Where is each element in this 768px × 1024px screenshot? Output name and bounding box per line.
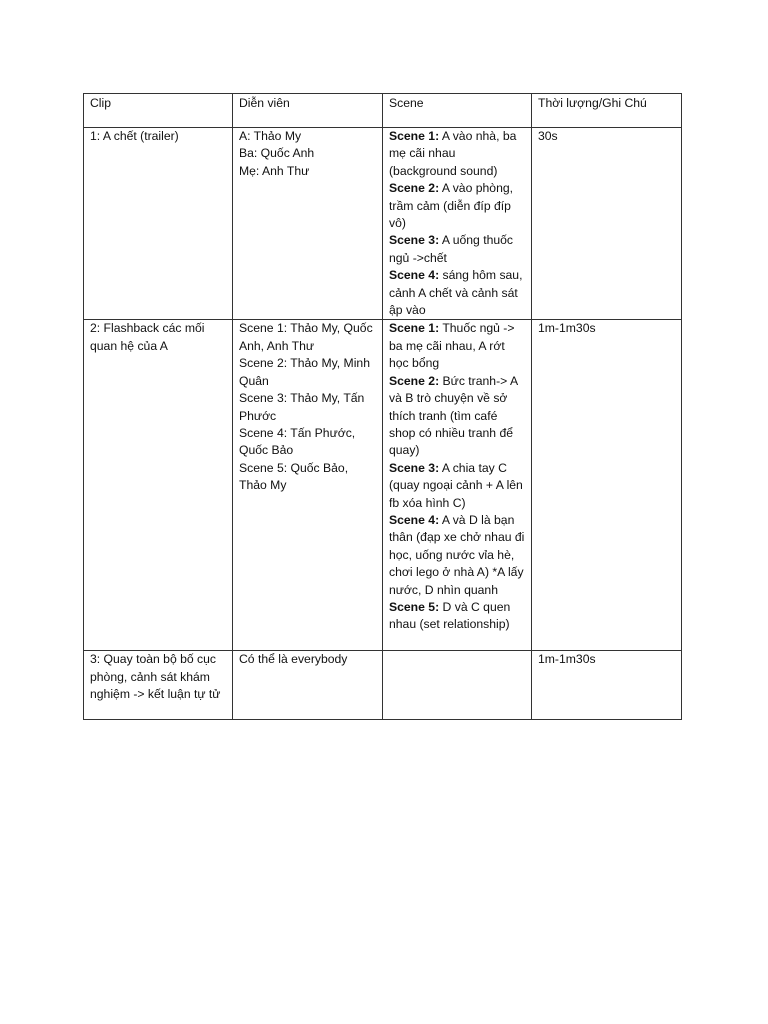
clip-cell: 1: A chết (trailer) (84, 128, 233, 320)
clip-cell: 2: Flashback các mối quan hệ của A (84, 320, 233, 651)
scene-cell (383, 128, 532, 320)
scene-entry (389, 232, 525, 267)
scene-label: Scene 3: (389, 460, 440, 475)
actor-line: Scene 3: Thảo My, Tấn Phước (239, 391, 365, 423)
header-actors: Diễn viên (233, 94, 383, 128)
scene-label: Scene 4: (389, 512, 440, 527)
scene-text: D và C quen nhau (set relationship) (389, 599, 511, 632)
scene-entry (389, 180, 525, 232)
scene-text: Bức tranh-> A và B trò chuyện về sở thích tranh (tìm café shop có nhiều tranh để quay) (389, 373, 518, 458)
clip-cell: 3: Quay toàn bộ bố cục phòng, cảnh sát khám nghiệm -> kết luận tự tử (84, 651, 233, 720)
scene-text: A vào nhà, ba mẹ cãi nhau (background sound) (389, 129, 517, 178)
scene-label: Scene 4: (389, 268, 440, 283)
table-row (84, 128, 682, 320)
scene-text: Thuốc ngủ -> ba mẹ cãi nhau, A rớt học bổng (389, 321, 515, 371)
header-scene: Scene (383, 94, 532, 128)
scene-label: Scene 5: (389, 599, 440, 614)
scene-text: A và D là bạn thân (đạp xe chở nhau đi học, uống nước vỉa hè, chơi lego ở nhà A) *A lấy nước, D nhìn quanh (389, 512, 525, 597)
actor-line: Scene 5: Quốc Bảo, Thảo My (239, 460, 349, 493)
table-row (84, 651, 682, 720)
actor-line: Scene 1: Thảo My, Quốc Anh, Anh Thư (239, 321, 373, 353)
duration-cell: 1m-1m30s (532, 320, 682, 651)
actor-line: Scene 4: Tấn Phước, Quốc Bảo (239, 425, 356, 458)
schedule-table (83, 93, 682, 720)
scene-label: Scene 1: (389, 129, 440, 143)
scene-entry (389, 128, 525, 180)
scene-text: A uống thuốc ngủ ->chết (389, 233, 514, 265)
duration-cell: 1m-1m30s (532, 651, 682, 720)
table-row (84, 320, 682, 651)
actor-line: Mẹ: Anh Thư (239, 163, 310, 178)
header-duration: Thời lượng/Ghi Chú (532, 94, 682, 128)
scene-entry (389, 267, 525, 319)
scene-entry (389, 599, 525, 634)
scene-entry (389, 512, 525, 599)
actors-cell (233, 651, 383, 720)
scene-text: A chia tay C (quay ngoại cảnh + A lên fb xóa hình C) (389, 460, 523, 510)
scene-label: Scene 2: (389, 373, 440, 388)
scene-label: Scene 3: (389, 233, 440, 248)
scene-entry (389, 460, 525, 512)
scene-entry (389, 373, 525, 460)
scene-text: sáng hôm sau, cảnh A chết và cảnh sát ập vào (389, 268, 523, 318)
header-clip: Clip (84, 94, 233, 128)
scene-entry (389, 320, 525, 372)
actor-line: Có thể là everybody (239, 652, 348, 667)
actors-cell (233, 128, 383, 320)
actor-line: A: Thảo My (239, 129, 302, 143)
scene-cell (383, 651, 532, 720)
actor-line: Ba: Quốc Anh (239, 146, 315, 161)
scene-cell (383, 320, 532, 651)
duration-cell: 30s (532, 128, 682, 320)
scene-label: Scene 2: (389, 181, 440, 196)
actor-line: Scene 2: Thảo My, Minh Quân (239, 356, 370, 388)
table-header-row (84, 94, 682, 128)
scene-label: Scene 1: (389, 321, 440, 336)
scene-text: A vào phòng, trầm cảm (diễn đíp đíp vô) (389, 181, 514, 231)
actors-cell (233, 320, 383, 651)
